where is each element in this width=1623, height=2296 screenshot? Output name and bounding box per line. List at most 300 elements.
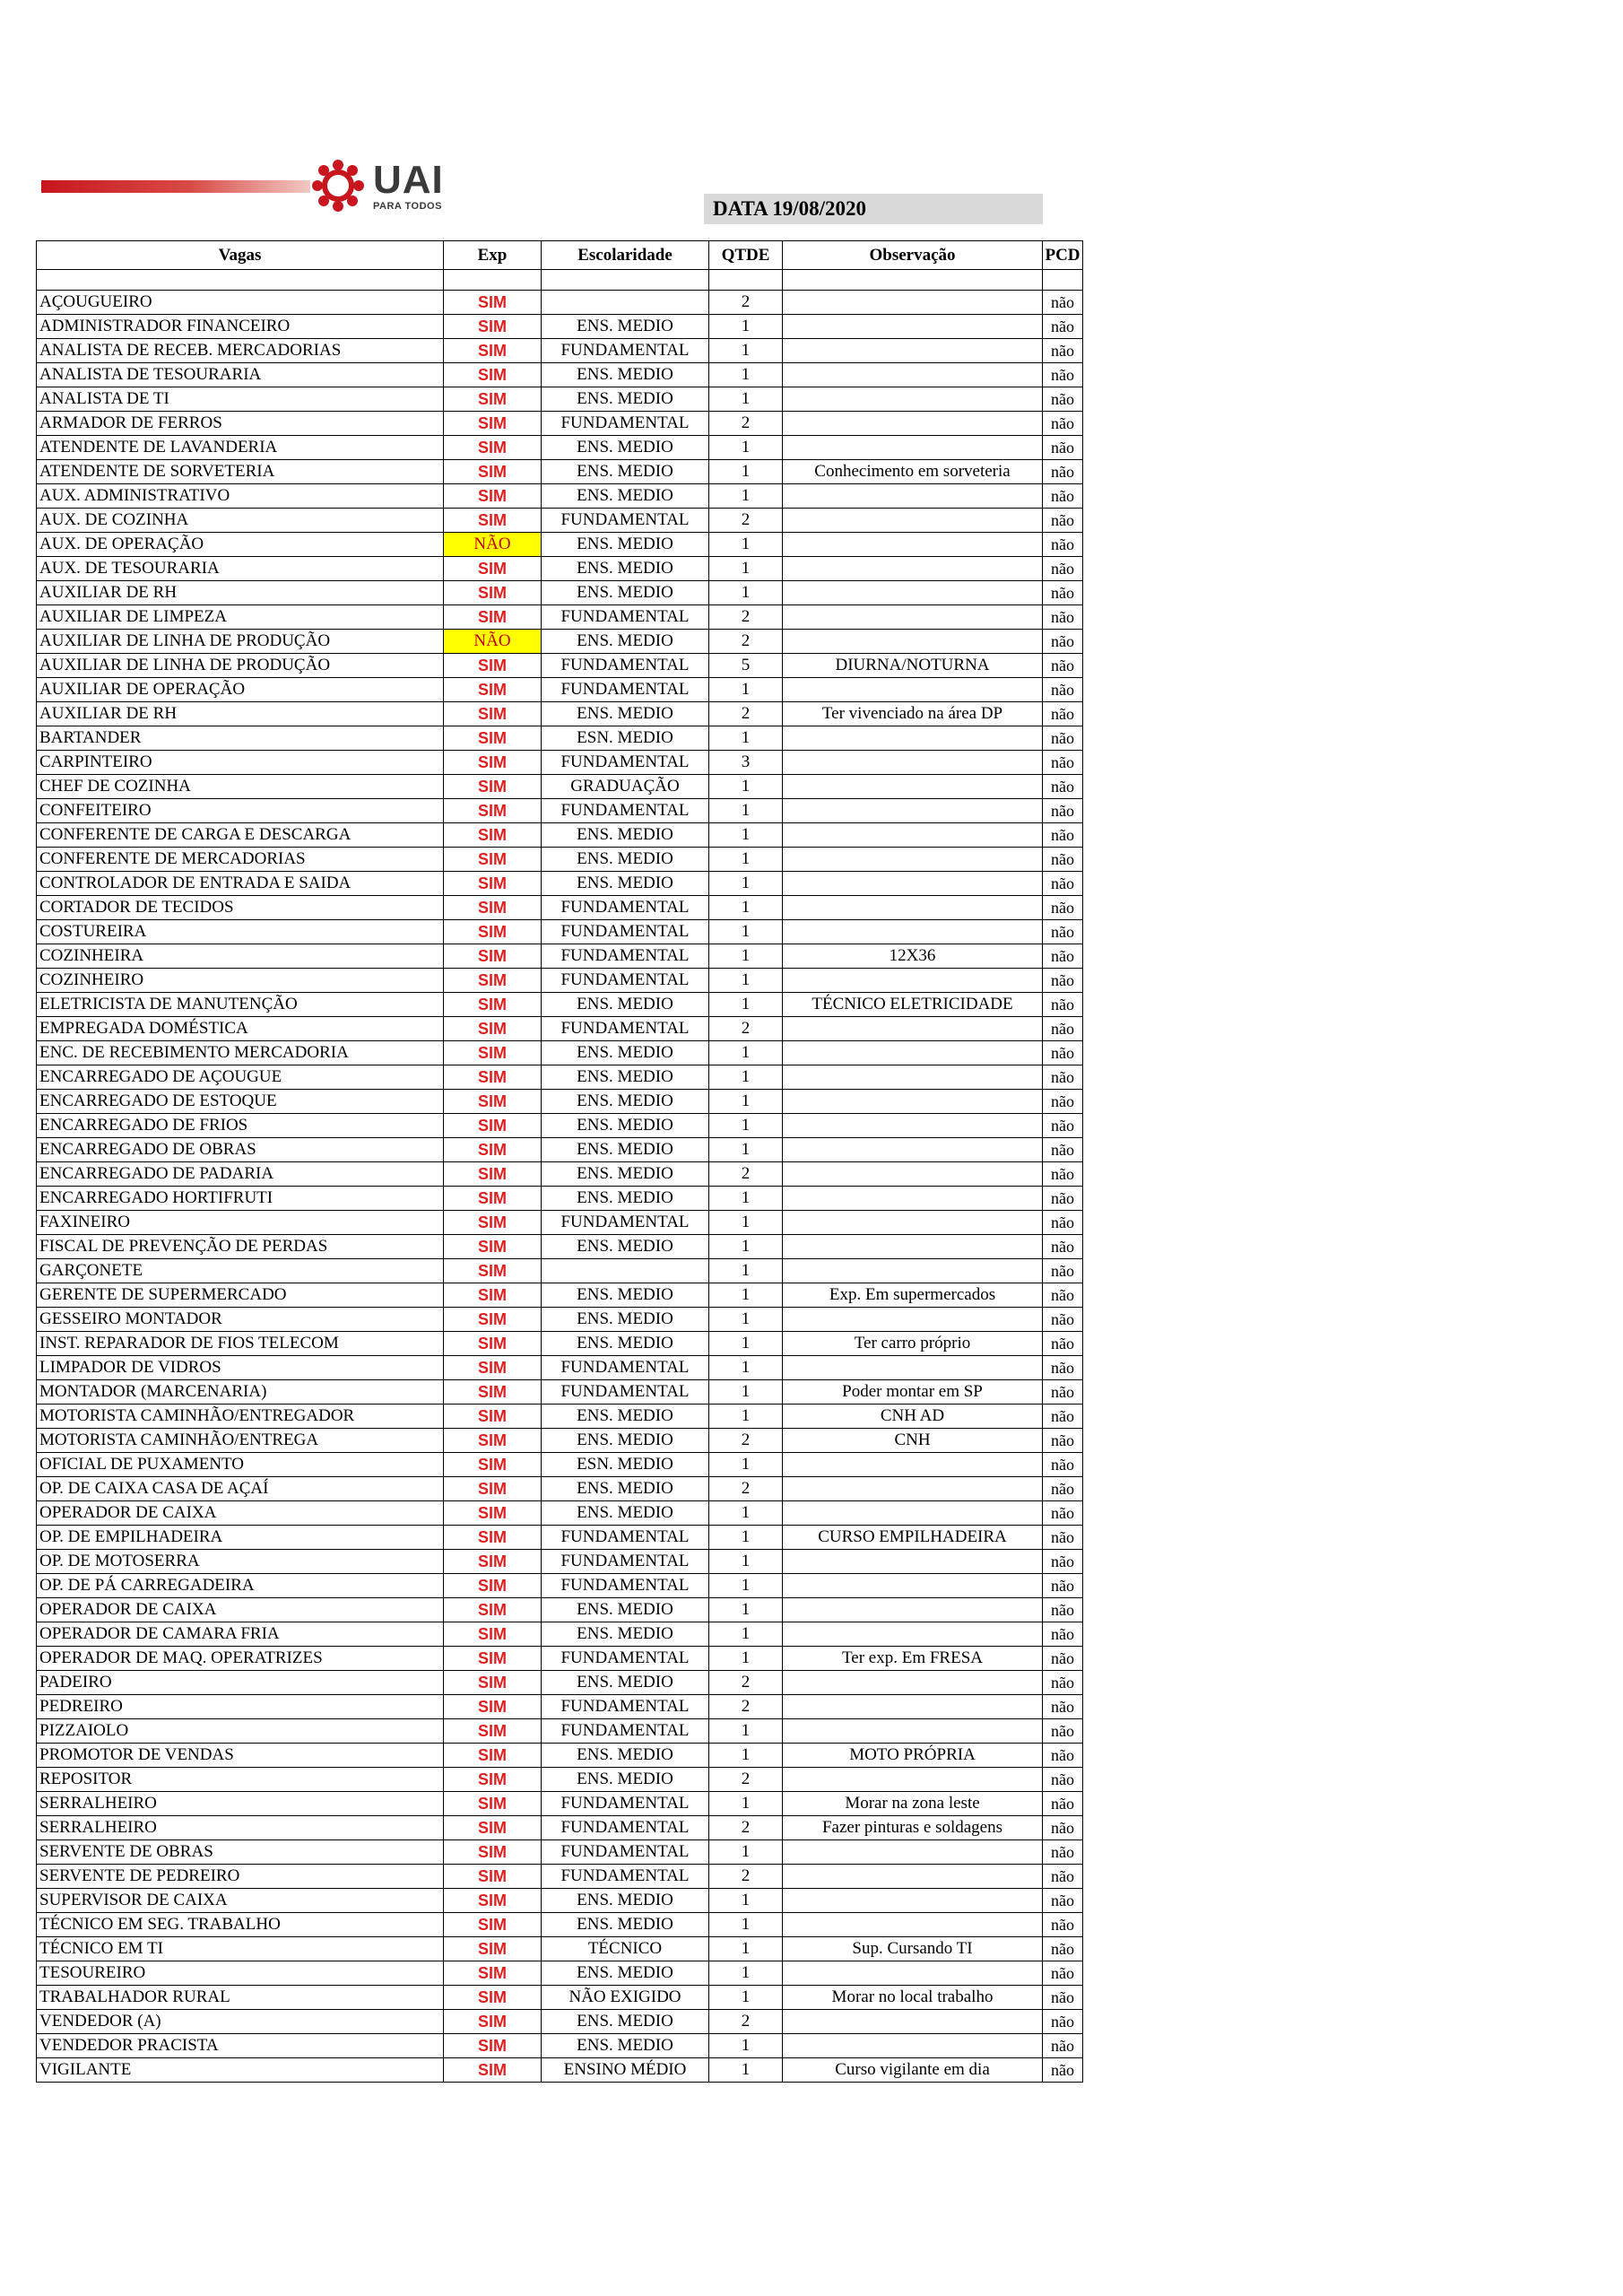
cell-escolaridade: FUNDAMENTAL: [542, 1865, 709, 1889]
cell-exp: SIM: [444, 557, 542, 581]
cell-vaga: OPERADOR DE CAMARA FRIA: [37, 1622, 444, 1647]
cell-exp: SIM: [444, 581, 542, 605]
cell-escolaridade: ENS. MEDIO: [542, 872, 709, 896]
cell-escolaridade: ENS. MEDIO: [542, 1768, 709, 1792]
cell-vaga: AUXILIAR DE RH: [37, 702, 444, 726]
cell-pcd: não: [1043, 1429, 1083, 1453]
cell-vaga: COZINHEIRO: [37, 969, 444, 993]
table-row: [37, 944, 1083, 969]
cell-escolaridade: FUNDAMENTAL: [542, 1719, 709, 1744]
cell-vaga: MOTORISTA CAMINHÃO/ENTREGADOR: [37, 1405, 444, 1429]
cell-exp: SIM: [444, 2034, 542, 2058]
cell-pcd: não: [1043, 1065, 1083, 1090]
table-row: [37, 1235, 1083, 1259]
cell-vaga: OP. DE MOTOSERRA: [37, 1550, 444, 1574]
table-row: [37, 1380, 1083, 1405]
cell-pcd: não: [1043, 993, 1083, 1017]
cell-pcd: não: [1043, 751, 1083, 775]
cell-escolaridade: ENS. MEDIO: [542, 315, 709, 339]
cell-pcd: não: [1043, 1283, 1083, 1308]
cell-exp: SIM: [444, 339, 542, 363]
cell-qtde: 1: [709, 1380, 783, 1405]
cell-qtde: 2: [709, 1816, 783, 1840]
cell-qtde: 1: [709, 1453, 783, 1477]
cell-vaga: PADEIRO: [37, 1671, 444, 1695]
cell-exp: SIM: [444, 509, 542, 533]
cell-observacao: [783, 1550, 1043, 1574]
cell-exp: SIM: [444, 1283, 542, 1308]
cell-qtde: 1: [709, 1501, 783, 1526]
cell-exp: SIM: [444, 1477, 542, 1501]
cell-qtde: 1: [709, 1308, 783, 1332]
cell-escolaridade: FUNDAMENTAL: [542, 1816, 709, 1840]
cell-escolaridade: ESN. MEDIO: [542, 726, 709, 751]
cell-pcd: não: [1043, 387, 1083, 412]
cell-exp: NÃO: [444, 533, 542, 557]
cell-qtde: 1: [709, 1986, 783, 2010]
cell-pcd: não: [1043, 1840, 1083, 1865]
table-row: [37, 1865, 1083, 1889]
cell-pcd: não: [1043, 944, 1083, 969]
table-row: [37, 1598, 1083, 1622]
table-row: [37, 581, 1083, 605]
table-row: [37, 436, 1083, 460]
cell-exp: SIM: [444, 291, 542, 315]
cell-exp: SIM: [444, 1719, 542, 1744]
cell-escolaridade: ENS. MEDIO: [542, 1477, 709, 1501]
cell-vaga: TRABALHADOR RURAL: [37, 1986, 444, 2010]
cell-vaga: VENDEDOR PRACISTA: [37, 2034, 444, 2058]
cell-pcd: não: [1043, 823, 1083, 848]
logo-emblem-icon: [310, 158, 366, 213]
cell-qtde: 5: [709, 654, 783, 678]
cell-exp: SIM: [444, 1865, 542, 1889]
cell-exp: SIM: [444, 1090, 542, 1114]
cell-exp: SIM: [444, 678, 542, 702]
table-header-row: [37, 241, 1083, 270]
cell-vaga: VENDEDOR (A): [37, 2010, 444, 2034]
cell-vaga: ATENDENTE DE SORVETERIA: [37, 460, 444, 484]
cell-escolaridade: ENS. MEDIO: [542, 581, 709, 605]
cell-vaga: OPERADOR DE CAIXA: [37, 1598, 444, 1622]
cell-exp: SIM: [444, 848, 542, 872]
cell-exp: SIM: [444, 1622, 542, 1647]
cell-pcd: não: [1043, 1090, 1083, 1114]
cell-qtde: 1: [709, 1041, 783, 1065]
cell-qtde: 1: [709, 1090, 783, 1114]
cell-vaga: SERRALHEIRO: [37, 1792, 444, 1816]
cell-qtde: 2: [709, 1865, 783, 1889]
table-row: [37, 1405, 1083, 1429]
table-row: [37, 1647, 1083, 1671]
cell-exp: SIM: [444, 412, 542, 436]
cell-escolaridade: ENS. MEDIO: [542, 1671, 709, 1695]
cell-qtde: 1: [709, 678, 783, 702]
cell-exp: SIM: [444, 823, 542, 848]
cell-pcd: não: [1043, 726, 1083, 751]
cell-exp: SIM: [444, 1840, 542, 1865]
cell-qtde: 1: [709, 2058, 783, 2083]
cell-observacao: [783, 872, 1043, 896]
cell-observacao: [783, 726, 1043, 751]
cell-exp: SIM: [444, 799, 542, 823]
cell-qtde: 2: [709, 1429, 783, 1453]
cell-pcd: não: [1043, 1889, 1083, 1913]
cell-qtde: 2: [709, 1768, 783, 1792]
cell-vaga: AUX. DE TESOURARIA: [37, 557, 444, 581]
cell-exp: SIM: [444, 2058, 542, 2083]
cell-qtde: 1: [709, 1283, 783, 1308]
cell-exp: SIM: [444, 1501, 542, 1526]
cell-observacao: [783, 1574, 1043, 1598]
table-row: [37, 1816, 1083, 1840]
cell-observacao: [783, 557, 1043, 581]
cell-qtde: 3: [709, 751, 783, 775]
cell-pcd: não: [1043, 339, 1083, 363]
cell-vaga: ENCARREGADO DE PADARIA: [37, 1162, 444, 1187]
table-row: [37, 678, 1083, 702]
cell-escolaridade: ENSINO MÉDIO: [542, 2058, 709, 2083]
cell-qtde: 1: [709, 1937, 783, 1961]
table-row: [37, 775, 1083, 799]
logo: [310, 154, 444, 217]
cell-observacao: [783, 1840, 1043, 1865]
column-header-vagas: Vagas: [37, 241, 444, 270]
cell-escolaridade: FUNDAMENTAL: [542, 920, 709, 944]
cell-qtde: 1: [709, 484, 783, 509]
cell-escolaridade: ENS. MEDIO: [542, 1429, 709, 1453]
cell-observacao: [783, 1356, 1043, 1380]
cell-observacao: [783, 412, 1043, 436]
cell-qtde: 2: [709, 412, 783, 436]
cell-escolaridade: ENS. MEDIO: [542, 533, 709, 557]
cell-qtde: 1: [709, 1405, 783, 1429]
cell-pcd: não: [1043, 1695, 1083, 1719]
table-row: [37, 993, 1083, 1017]
cell-qtde: 1: [709, 799, 783, 823]
cell-vaga: TÉCNICO EM TI: [37, 1937, 444, 1961]
cell-qtde: 1: [709, 1332, 783, 1356]
cell-vaga: PIZZAIOLO: [37, 1719, 444, 1744]
cell-observacao: [783, 1162, 1043, 1187]
cell-observacao: TÉCNICO ELETRICIDADE: [783, 993, 1043, 1017]
cell-pcd: não: [1043, 2034, 1083, 2058]
cell-exp: SIM: [444, 1598, 542, 1622]
cell-vaga: VIGILANTE: [37, 2058, 444, 2083]
cell-pcd: não: [1043, 775, 1083, 799]
cell-vaga: MOTORISTA CAMINHÃO/ENTREGA: [37, 1429, 444, 1453]
table-row: [37, 2010, 1083, 2034]
cell-vaga: AUXILIAR DE RH: [37, 581, 444, 605]
column-header-qtde: QTDE: [709, 241, 783, 270]
table-cell: [444, 270, 542, 291]
cell-vaga: AÇOUGUEIRO: [37, 291, 444, 315]
cell-escolaridade: FUNDAMENTAL: [542, 339, 709, 363]
cell-pcd: não: [1043, 1865, 1083, 1889]
cell-escolaridade: FUNDAMENTAL: [542, 1695, 709, 1719]
table-row: [37, 1744, 1083, 1768]
cell-qtde: 1: [709, 1235, 783, 1259]
cell-pcd: não: [1043, 1550, 1083, 1574]
cell-observacao: [783, 2010, 1043, 2034]
cell-observacao: [783, 751, 1043, 775]
cell-vaga: ARMADOR DE FERROS: [37, 412, 444, 436]
cell-observacao: Poder montar em SP: [783, 1380, 1043, 1405]
cell-pcd: não: [1043, 315, 1083, 339]
cell-pcd: não: [1043, 896, 1083, 920]
table-row: [37, 363, 1083, 387]
cell-vaga: ENCARREGADO DE FRIOS: [37, 1114, 444, 1138]
column-header-pcd: PCD: [1043, 241, 1083, 270]
cell-observacao: DIURNA/NOTURNA: [783, 654, 1043, 678]
cell-qtde: 1: [709, 1526, 783, 1550]
cell-qtde: 2: [709, 702, 783, 726]
cell-pcd: não: [1043, 1235, 1083, 1259]
cell-exp: SIM: [444, 993, 542, 1017]
cell-vaga: AUXILIAR DE LINHA DE PRODUÇÃO: [37, 630, 444, 654]
table-row: [37, 387, 1083, 412]
cell-observacao: [783, 823, 1043, 848]
cell-escolaridade: ENS. MEDIO: [542, 460, 709, 484]
cell-vaga: CONFERENTE DE MERCADORIAS: [37, 848, 444, 872]
table-row: [37, 1138, 1083, 1162]
cell-pcd: não: [1043, 509, 1083, 533]
table-row: [37, 605, 1083, 630]
table-row: [37, 1308, 1083, 1332]
cell-observacao: [783, 291, 1043, 315]
cell-qtde: 1: [709, 1356, 783, 1380]
cell-vaga: ANALISTA DE RECEB. MERCADORIAS: [37, 339, 444, 363]
cell-pcd: não: [1043, 2058, 1083, 2083]
cell-escolaridade: ENS. MEDIO: [542, 1187, 709, 1211]
cell-vaga: CORTADOR DE TECIDOS: [37, 896, 444, 920]
table-row: [37, 654, 1083, 678]
table-row: [37, 484, 1083, 509]
cell-vaga: ANALISTA DE TESOURARIA: [37, 363, 444, 387]
cell-qtde: 1: [709, 775, 783, 799]
cell-observacao: [783, 315, 1043, 339]
cell-vaga: CONFEITEIRO: [37, 799, 444, 823]
cell-escolaridade: ENS. MEDIO: [542, 484, 709, 509]
cell-pcd: não: [1043, 484, 1083, 509]
cell-escolaridade: ENS. MEDIO: [542, 1090, 709, 1114]
cell-qtde: 1: [709, 823, 783, 848]
cell-exp: SIM: [444, 436, 542, 460]
cell-vaga: COZINHEIRA: [37, 944, 444, 969]
cell-qtde: 1: [709, 1138, 783, 1162]
cell-pcd: não: [1043, 436, 1083, 460]
cell-observacao: [783, 436, 1043, 460]
cell-exp: SIM: [444, 1114, 542, 1138]
cell-escolaridade: ENS. MEDIO: [542, 1598, 709, 1622]
cell-exp: SIM: [444, 944, 542, 969]
table-row: [37, 1526, 1083, 1550]
cell-pcd: não: [1043, 1308, 1083, 1332]
cell-vaga: OP. DE EMPILHADEIRA: [37, 1526, 444, 1550]
cell-pcd: não: [1043, 1259, 1083, 1283]
cell-vaga: TESOUREIRO: [37, 1961, 444, 1986]
cell-escolaridade: FUNDAMENTAL: [542, 969, 709, 993]
cell-escolaridade: ENS. MEDIO: [542, 1283, 709, 1308]
cell-escolaridade: ENS. MEDIO: [542, 1065, 709, 1090]
cell-exp: SIM: [444, 1792, 542, 1816]
date-label: DATA 19/08/2020: [704, 194, 1043, 224]
cell-qtde: 1: [709, 436, 783, 460]
table-cell: [37, 270, 444, 291]
table-row: [37, 1913, 1083, 1937]
cell-escolaridade: ENS. MEDIO: [542, 1961, 709, 1986]
cell-pcd: não: [1043, 1913, 1083, 1937]
cell-pcd: não: [1043, 799, 1083, 823]
cell-observacao: Ter exp. Em FRESA: [783, 1647, 1043, 1671]
cell-observacao: [783, 1187, 1043, 1211]
cell-vaga: FAXINEIRO: [37, 1211, 444, 1235]
cell-pcd: não: [1043, 1138, 1083, 1162]
cell-exp: SIM: [444, 1453, 542, 1477]
table-row: [37, 1065, 1083, 1090]
cell-vaga: GESSEIRO MONTADOR: [37, 1308, 444, 1332]
table-row: [37, 1332, 1083, 1356]
cell-escolaridade: ENS. MEDIO: [542, 1041, 709, 1065]
cell-observacao: [783, 363, 1043, 387]
cell-escolaridade: FUNDAMENTAL: [542, 654, 709, 678]
table-row: [37, 630, 1083, 654]
cell-exp: SIM: [444, 726, 542, 751]
cell-vaga: ADMINISTRADOR FINANCEIRO: [37, 315, 444, 339]
cell-observacao: Ter vivenciado na área DP: [783, 702, 1043, 726]
table-cell: [1043, 270, 1083, 291]
cell-qtde: 1: [709, 1065, 783, 1090]
table-row: [37, 557, 1083, 581]
table-row: [37, 1259, 1083, 1283]
table-row: [37, 1477, 1083, 1501]
cell-vaga: SERVENTE DE PEDREIRO: [37, 1865, 444, 1889]
cell-exp: SIM: [444, 1429, 542, 1453]
cell-observacao: [783, 1211, 1043, 1235]
cell-observacao: [783, 2034, 1043, 2058]
cell-exp: SIM: [444, 1259, 542, 1283]
cell-exp: SIM: [444, 387, 542, 412]
table-row: [37, 872, 1083, 896]
cell-pcd: não: [1043, 1647, 1083, 1671]
table-row: [37, 1090, 1083, 1114]
cell-exp: SIM: [444, 1526, 542, 1550]
cell-observacao: CNH AD: [783, 1405, 1043, 1429]
cell-observacao: [783, 1090, 1043, 1114]
cell-qtde: 2: [709, 630, 783, 654]
cell-observacao: [783, 1865, 1043, 1889]
cell-qtde: 1: [709, 1840, 783, 1865]
cell-observacao: [783, 387, 1043, 412]
table-cell: [709, 270, 783, 291]
cell-escolaridade: FUNDAMENTAL: [542, 1380, 709, 1405]
table-row: [37, 1889, 1083, 1913]
table-row: [37, 920, 1083, 944]
cell-escolaridade: FUNDAMENTAL: [542, 944, 709, 969]
cell-observacao: [783, 1259, 1043, 1283]
cell-pcd: não: [1043, 1622, 1083, 1647]
cell-vaga: PROMOTOR DE VENDAS: [37, 1744, 444, 1768]
cell-observacao: [783, 799, 1043, 823]
cell-vaga: OP. DE CAIXA CASA DE AÇAÍ: [37, 1477, 444, 1501]
cell-pcd: não: [1043, 1598, 1083, 1622]
table-row: [37, 1162, 1083, 1187]
cell-escolaridade: FUNDAMENTAL: [542, 1647, 709, 1671]
cell-exp: SIM: [444, 1550, 542, 1574]
cell-pcd: não: [1043, 1332, 1083, 1356]
cell-pcd: não: [1043, 630, 1083, 654]
table-row: [37, 509, 1083, 533]
cell-qtde: 1: [709, 1114, 783, 1138]
cell-observacao: [783, 484, 1043, 509]
cell-observacao: [783, 533, 1043, 557]
cell-qtde: 1: [709, 1792, 783, 1816]
table-row: [37, 1017, 1083, 1041]
cell-exp: SIM: [444, 872, 542, 896]
cell-vaga: CONTROLADOR DE ENTRADA E SAIDA: [37, 872, 444, 896]
cell-exp: SIM: [444, 1816, 542, 1840]
cell-qtde: 2: [709, 2010, 783, 2034]
cell-vaga: ENC. DE RECEBIMENTO MERCADORIA: [37, 1041, 444, 1065]
cell-exp: NÃO: [444, 630, 542, 654]
cell-escolaridade: ENS. MEDIO: [542, 1501, 709, 1526]
cell-pcd: não: [1043, 1986, 1083, 2010]
cell-qtde: 1: [709, 581, 783, 605]
table-row: [37, 969, 1083, 993]
cell-vaga: CARPINTEIRO: [37, 751, 444, 775]
table-row: [37, 1671, 1083, 1695]
cell-pcd: não: [1043, 533, 1083, 557]
logo-text: UAI: [373, 157, 444, 202]
cell-escolaridade: TÉCNICO: [542, 1937, 709, 1961]
cell-qtde: 1: [709, 315, 783, 339]
cell-pcd: não: [1043, 1187, 1083, 1211]
table-row: [37, 315, 1083, 339]
table-row: [37, 1550, 1083, 1574]
cell-observacao: [783, 1453, 1043, 1477]
cell-vaga: MONTADOR (MARCENARIA): [37, 1380, 444, 1405]
cell-exp: SIM: [444, 1744, 542, 1768]
cell-observacao: CNH: [783, 1429, 1043, 1453]
cell-qtde: 1: [709, 339, 783, 363]
cell-observacao: [783, 1114, 1043, 1138]
cell-escolaridade: ENS. MEDIO: [542, 1622, 709, 1647]
cell-vaga: SERVENTE DE OBRAS: [37, 1840, 444, 1865]
cell-escolaridade: NÃO EXIGIDO: [542, 1986, 709, 2010]
cell-exp: SIM: [444, 1380, 542, 1405]
cell-escolaridade: FUNDAMENTAL: [542, 1550, 709, 1574]
cell-pcd: não: [1043, 1211, 1083, 1235]
cell-vaga: PEDREIRO: [37, 1695, 444, 1719]
cell-qtde: 1: [709, 387, 783, 412]
cell-exp: SIM: [444, 1889, 542, 1913]
table-row: [37, 291, 1083, 315]
cell-exp: SIM: [444, 1961, 542, 1986]
cell-vaga: CONFERENTE DE CARGA E DESCARGA: [37, 823, 444, 848]
cell-observacao: [783, 920, 1043, 944]
cell-observacao: [783, 1695, 1043, 1719]
cell-qtde: 2: [709, 291, 783, 315]
cell-pcd: não: [1043, 969, 1083, 993]
cell-observacao: [783, 1041, 1043, 1065]
cell-pcd: não: [1043, 1380, 1083, 1405]
cell-qtde: 1: [709, 1913, 783, 1937]
cell-vaga: EMPREGADA DOMÉSTICA: [37, 1017, 444, 1041]
cell-pcd: não: [1043, 702, 1083, 726]
cell-qtde: 1: [709, 1719, 783, 1744]
cell-observacao: Ter carro próprio: [783, 1332, 1043, 1356]
cell-escolaridade: ENS. MEDIO: [542, 1308, 709, 1332]
